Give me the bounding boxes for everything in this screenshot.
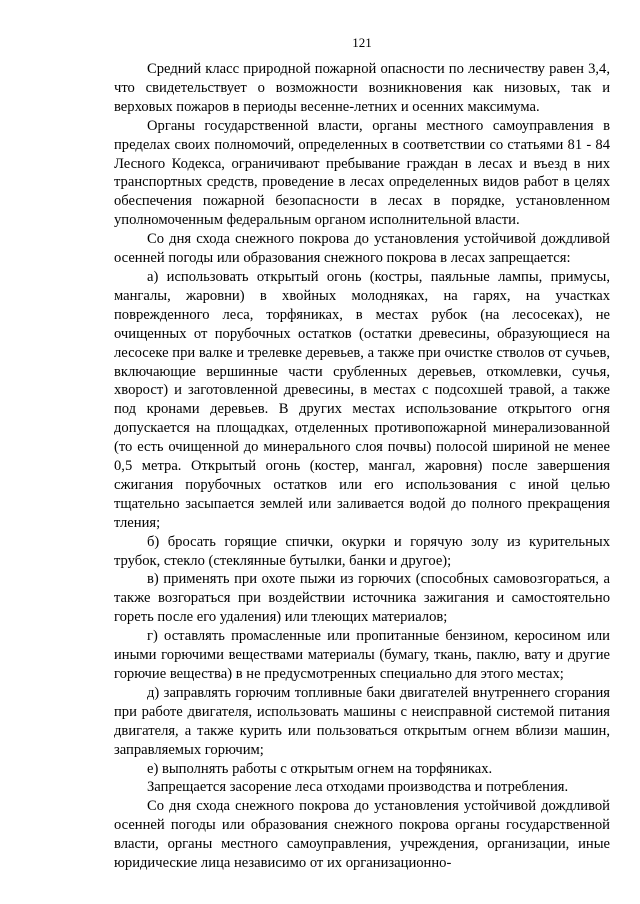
page-number: 121: [352, 35, 372, 50]
list-item-v: в) применять при охоте пыжи из горючих (способных самовозгораться, а также возгораться при воздействии источника зажигания и самостоятельно гореть после его удаления) или тлеющих материалов;: [114, 571, 610, 626]
list-item-d: д) заправлять горючим топливные баки двигателей внутреннего сгорания при работе двигателя, использовать машины с неисправной системой питания двигателя, а также курить или пользоваться открытым огнем вблизи машин, заправляемых горючим;: [114, 684, 610, 758]
list-item-e: е) выполнять работы с открытым огнем на торфяниках.: [147, 760, 493, 777]
document-page: [114, 34, 610, 873]
list-item-g: г) оставлять промасленные или пропитанные бензином, керосином или иными горючими веществами материалы (бумагу, ткань, паклю, вату и другие горючие вещества) в не предусмотренных специально для этого местах;: [114, 628, 610, 682]
paragraph-prohibited-intro: Со дня схода снежного покрова до установления устойчивой дождливой осенней погоды или образования снежного покрова в лесах запрещается:: [114, 231, 610, 267]
list-item-a: а) использовать открытый огонь (костры, паяльные лампы, примусы, мангалы, жаровни) в хвойных молодняках, на гарях, на участках поврежденного леса, торфяниках, в местах рубок (на лесосеках), не очищенных от порубочных остатков (остатки древесины, образующиеся на лесосеке при валке и трелевке деревьев, а также при очистке стволов от сучьев, включающие вершинные части срубленных деревьев, откомлевки, сучья, хворост) и заготовленной древесины, в местах с подсохшей травой, а также под кронами деревьев. В других местах использование открытого огня допускается на площадках, отделенных противопожарной минерализованной (то есть очищенной до минерального слоя почвы) полосой шириной не менее 0,5 метра. Открытый огонь (костер, мангал, жаровня) после завершения сжигания порубочных остатков или его использования с иной целью тщательно засыпается землей или заливается водой до полного прекращения тления;: [114, 268, 610, 531]
paragraph-organizations-obligations: Со дня схода снежного покрова до установления устойчивой дождливой осенней погоды или образования снежного покрова органы государственной власти, органы местного самоуправления, учреждения, организации, иные юридические лица независимо от их организационно-: [114, 798, 610, 872]
paragraph-authorities-restrictions: Органы государственной власти, органы местного самоуправления в пределах своих полномочий, определенных в соответствии со статьями 81 - 84 Лесного Кодекса, ограничивают пребывание граждан в лесах и въезд в них транспортных средств, проведение в лесах определенных видов работ в целях обеспечения пожарной безопасности в лесах в порядке, установленном уполномоченным федеральным органом исполнительной власти.: [114, 117, 610, 229]
list-item-b: б) бросать горящие спички, окурки и горячую золу из курительных трубок, стекло (стеклянные бутылки, банки и другое);: [114, 533, 610, 569]
paragraph-littering-prohibited: Запрещается засорение леса отходами производства и потребления.: [147, 779, 569, 796]
paragraph-fire-danger-class: Средний класс природной пожарной опасности по лесничеству равен 3,4, что свидетельствует о возможности возникновения как низовых, так и верховых пожаров в периоды весенне-летних и осенних максимума.: [114, 61, 610, 115]
